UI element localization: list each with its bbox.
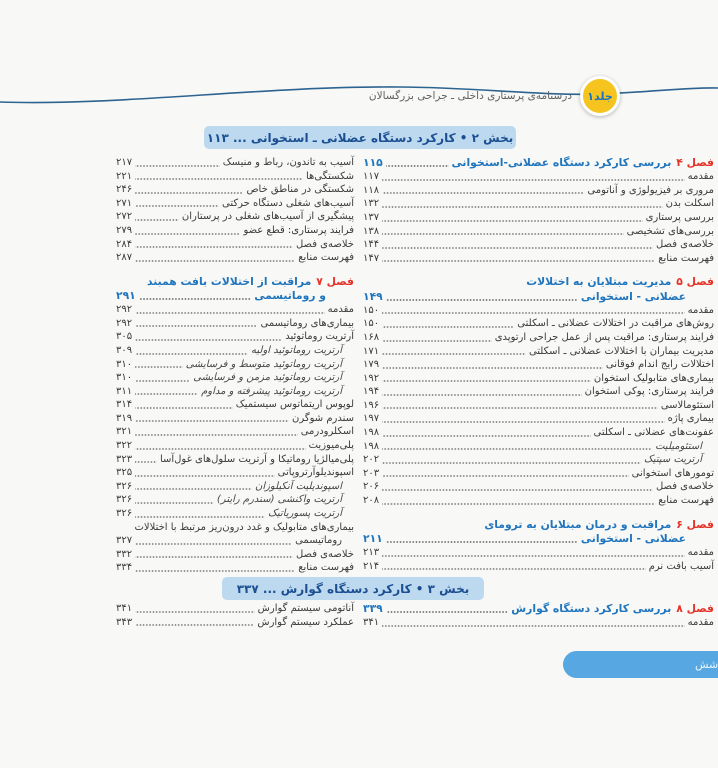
- entry-page-number: ۲۰۲: [363, 454, 380, 466]
- entry-page-number: ۱۹۸: [363, 440, 380, 452]
- dot-leader: [382, 503, 655, 505]
- chapter-heading: [363, 518, 714, 532]
- entry-label: عفونت‌های عضلانی ـ اسکلتی: [593, 427, 714, 439]
- entry-page-number: ۲۰۸: [363, 495, 380, 507]
- toc-entry: [116, 317, 354, 331]
- entry-page-number: ۱۳۲: [363, 198, 380, 210]
- toc-entry: [116, 602, 354, 616]
- toc-entry: [363, 170, 714, 184]
- entry-label: آرتریت سپتیک: [643, 454, 702, 466]
- chapter-title: بررسی کارکرد دستگاه عضلانی-استخوانی: [451, 156, 672, 169]
- chapter-number-label: فصل ۴: [676, 156, 714, 169]
- entry-label: سندرم شوگرن: [291, 412, 354, 424]
- entry-label: اسپوندیلیت آنکیلوزان: [254, 480, 342, 492]
- dot-leader: [382, 247, 653, 249]
- toc-column-right: [363, 156, 714, 573]
- entry-page-number: ۲۹۲: [116, 317, 133, 329]
- entry-label: عملکرد سیستم گوارش: [257, 616, 354, 628]
- entry-page-number: ۱۷۱: [363, 345, 380, 357]
- dot-leader: [382, 260, 655, 262]
- entry-label: بیماری پاژه: [667, 413, 714, 425]
- toc-entry: [363, 304, 714, 318]
- entry-page-number: ۳۲۶: [116, 508, 133, 520]
- dot-leader: [386, 299, 578, 301]
- toc-entry: [363, 252, 714, 266]
- page-number-badge: [563, 651, 718, 678]
- entry-page-number: ۱۳۸: [363, 225, 380, 237]
- dot-leader: [135, 543, 292, 545]
- toc-entry: [116, 197, 354, 211]
- entry-label: فهرست منابع: [658, 495, 714, 507]
- entry-label: اسکلت بدن: [665, 198, 714, 210]
- entry-label: بیماری‌های متابولیک و غدد درون‌ریز مرتبط با اختلالات: [134, 521, 354, 533]
- entry-label: آرتریت واکنشی (سندرم رایتر): [216, 494, 342, 506]
- entry-page-number: ۲۱۴: [363, 560, 380, 572]
- entry-label: مقدمه: [327, 304, 354, 316]
- dot-leader: [135, 611, 255, 613]
- entry-page-number: ۱۶۸: [363, 331, 380, 343]
- dot-leader: [135, 570, 295, 572]
- toc-gap: [116, 265, 354, 275]
- entry-label: خلاصه‌ی فصل: [655, 481, 714, 493]
- dot-leader: [135, 339, 282, 341]
- section-header-part3: بخش ۳ • کارکرد دستگاه گوارش ... ۳۳۷: [222, 577, 484, 600]
- toc-entry: [116, 507, 354, 521]
- toc-column-left: [116, 156, 354, 575]
- chapter-number-label: فصل ۶: [676, 517, 714, 531]
- dot-leader: [382, 233, 624, 235]
- chapter-page-number: ۲۱۱: [363, 531, 383, 545]
- dot-leader: [135, 178, 303, 180]
- chapter-number-label: فصل ۸: [676, 602, 714, 615]
- entry-label: مقدمه: [687, 304, 714, 316]
- dot-leader: [135, 516, 265, 518]
- entry-page-number: ۱۹۶: [363, 399, 380, 411]
- chapter-title: مدیریت مبتلایان به اختلالات: [526, 275, 672, 289]
- toc-entry: [116, 412, 354, 426]
- chapter-heading: [363, 602, 714, 616]
- entry-label: بررسی‌های تشخیصی: [626, 225, 714, 237]
- volume-badge: [580, 76, 620, 116]
- toc-entry: [363, 560, 714, 574]
- entry-label: آرتریت روماتوئید مزمن و فرسایشی: [193, 372, 342, 384]
- entry-page-number: ۳۲۲: [116, 440, 133, 452]
- entry-page-number: ۳۴۱: [363, 617, 380, 629]
- dot-leader: [135, 475, 275, 477]
- dot-leader: [135, 312, 324, 314]
- entry-label: آرتریت روماتوئید متوسط و فرسایشی: [185, 358, 342, 370]
- entry-label: اسپوندیلوآرتروپاتی: [277, 467, 354, 479]
- dot-leader: [135, 246, 293, 248]
- toc-entry: [116, 398, 354, 412]
- toc-entry: [116, 224, 354, 238]
- entry-page-number: ۲۱۳: [363, 547, 380, 558]
- toc-entry: [116, 493, 354, 507]
- entry-page-number: ۳۲۶: [116, 494, 133, 506]
- dot-leader: [382, 555, 684, 557]
- toc-entry: [363, 467, 714, 481]
- entry-page-number: ۲۸۷: [116, 252, 133, 264]
- toc-entry: [363, 358, 714, 372]
- book-title: درسنامه‌ی پرستاری داخلی ـ جراحی بزرگسالان: [368, 90, 572, 102]
- entry-page-number: ۱۴۴: [363, 239, 380, 251]
- dot-leader: [135, 393, 198, 395]
- section-header-part2: بخش ۲ • کارکرد دستگاه عضلانی ـ استخوانی ... ۱۱۳: [204, 126, 516, 149]
- toc-entry: [363, 331, 714, 345]
- entry-page-number: ۳۱۴: [116, 399, 133, 411]
- dot-leader: [382, 475, 629, 477]
- toc-entry: [116, 371, 354, 385]
- entry-label: بیماری‌های متابولیک استخوان: [593, 372, 714, 384]
- entry-page-number: ۳۱۱: [116, 385, 133, 397]
- toc-entry: [116, 616, 354, 630]
- dot-leader: [382, 568, 646, 570]
- dot-leader: [135, 219, 179, 221]
- dot-leader: [382, 326, 514, 328]
- entry-label: اختلالات رایج اندام فوقانی: [605, 359, 714, 371]
- dot-leader: [135, 205, 219, 207]
- toc-gap: [363, 508, 714, 518]
- entry-label: تومورهای استخوانی: [631, 467, 714, 479]
- chapter-heading: [363, 275, 714, 289]
- entry-label: پلی‌میوزیت: [308, 440, 354, 452]
- toc-entry: [116, 303, 354, 317]
- entry-label: مقدمه: [687, 547, 714, 558]
- entry-label: شکستگی در مناطق خاص: [246, 184, 354, 196]
- entry-label: پلی‌میالژیا روماتیکا و آرتریت سلول‌های غول‌آسا: [159, 453, 354, 465]
- entry-label: مقدمه: [687, 617, 714, 629]
- toc-entry: [116, 251, 354, 265]
- entry-label: فهرست منابع: [658, 252, 714, 264]
- toc-entry: [363, 385, 714, 399]
- entry-label: روش‌های مراقبت در اختلالات عضلانی ـ اسکلتی: [517, 318, 714, 330]
- chapter-heading: [363, 156, 714, 170]
- entry-page-number: ۲۲۱: [116, 170, 133, 182]
- entry-page-number: ۲۷۲: [116, 211, 133, 223]
- toc-entry: [116, 466, 354, 480]
- volume-badge-label: جلد۱: [587, 89, 613, 103]
- toc-entry: [116, 358, 354, 372]
- dot-leader: [135, 461, 157, 463]
- chapter-title-continued: عضلانی - استخوانی: [580, 289, 686, 303]
- dot-leader: [382, 448, 652, 450]
- chapter-title: مراقبت و درمان مبتلایان به ترومای: [484, 517, 672, 531]
- dot-leader: [382, 394, 581, 396]
- toc-entry: [116, 439, 354, 453]
- toc-entry: [363, 399, 714, 413]
- entry-page-number: ۱۱۷: [363, 171, 380, 183]
- toc-entry: [116, 548, 354, 562]
- toc-column-bottom-right: [363, 602, 714, 630]
- entry-label: فهرست منابع: [298, 252, 354, 264]
- chapter-number-label: فصل ۵: [676, 275, 714, 289]
- toc-entry-wrapped: [116, 521, 354, 535]
- dot-leader: [135, 233, 240, 235]
- toc-entry: [363, 211, 714, 225]
- dot-leader: [135, 165, 220, 167]
- entry-label: مروری بر فیزیولوژی و آناتومی: [587, 184, 714, 196]
- dot-leader: [135, 556, 293, 558]
- dot-leader: [135, 434, 298, 436]
- entry-page-number: ۳۳۲: [116, 548, 133, 560]
- entry-page-number: ۳۲۱: [116, 426, 133, 438]
- dot-leader: [135, 448, 305, 450]
- dot-leader: [386, 165, 449, 167]
- toc-entry: [116, 425, 354, 439]
- toc-entry: [116, 183, 354, 197]
- entry-label: مقدمه: [687, 171, 714, 183]
- dot-leader: [135, 420, 289, 422]
- entry-page-number: ۲۷۹: [116, 224, 133, 236]
- toc-entry: [116, 170, 354, 184]
- entry-page-number: ۱۴۷: [363, 252, 380, 264]
- entry-label: آناتومی سیستم گوارش: [257, 603, 354, 614]
- toc-entry: [116, 156, 354, 170]
- toc-entry: [363, 197, 714, 211]
- entry-label: آرتریت روماتوئید اولیه: [251, 344, 342, 356]
- entry-label: آسیب‌های شغلی دستگاه حرکتی: [222, 197, 354, 209]
- chapter-title: مراقبت از اختلالات بافت همبند: [146, 274, 312, 288]
- dot-leader: [382, 312, 684, 314]
- entry-page-number: ۳۲۶: [116, 480, 133, 492]
- entry-page-number: ۲۹۲: [116, 304, 133, 316]
- entry-label: لوپوس اریتماتوس سیستمیک: [235, 399, 354, 411]
- entry-page-number: ۳۲۷: [116, 535, 133, 547]
- dot-leader: [135, 502, 214, 504]
- toc-entry: [363, 453, 714, 467]
- toc-entry: [363, 412, 714, 426]
- toc-entry: [363, 494, 714, 508]
- chapter-heading-line2: [363, 290, 714, 304]
- entry-label: خلاصه‌ی فصل: [295, 548, 354, 560]
- entry-page-number: ۳۱۰: [116, 372, 133, 384]
- chapter-heading-line2: [363, 532, 714, 546]
- entry-label: فرایند پرستاری: مراقبت پس از عمل جراحی ارتوپدی: [494, 331, 714, 343]
- dot-leader: [382, 353, 526, 355]
- entry-page-number: ۱۷۹: [363, 359, 380, 371]
- toc-entry: [363, 426, 714, 440]
- toc-column-bottom-left: [116, 602, 354, 629]
- toc-entry: [363, 616, 714, 630]
- toc-entry: [363, 317, 714, 331]
- toc-entry: [363, 372, 714, 386]
- toc-entry: [116, 561, 354, 575]
- chapter-title-continued: و روماتیسمی: [254, 288, 326, 302]
- dot-leader: [135, 488, 252, 490]
- toc-entry: [363, 345, 714, 359]
- dot-leader: [382, 421, 665, 423]
- chapter-heading: [116, 275, 354, 289]
- entry-label: استئومالاسی: [660, 399, 714, 411]
- entry-label: بیماری‌های روماتیسمی: [260, 317, 354, 329]
- entry-page-number: ۳۰۵: [116, 331, 133, 343]
- toc-entry: [116, 344, 354, 358]
- entry-label: فهرست منابع: [298, 562, 354, 574]
- entry-page-number: ۳۱۹: [116, 412, 133, 424]
- entry-page-number: ۲۴۶: [116, 184, 133, 196]
- dot-leader: [135, 325, 257, 327]
- chapter-title: بررسی کارکرد دستگاه گوارش: [511, 602, 672, 615]
- toc-entry: [116, 453, 354, 467]
- toc-entry: [363, 184, 714, 198]
- entry-page-number: ۳۳۴: [116, 562, 133, 574]
- dot-leader: [382, 192, 584, 194]
- toc-entry: [116, 330, 354, 344]
- dot-leader: [382, 367, 603, 369]
- chapter-page-number: ۱۱۵: [363, 156, 383, 169]
- entry-page-number: ۱۹۷: [363, 413, 380, 425]
- dot-leader: [382, 220, 642, 222]
- entry-label: فرایند پرستاری: پوکی استخوان: [584, 386, 714, 398]
- dot-leader: [135, 407, 233, 409]
- toc-entry: [116, 480, 354, 494]
- entry-label: شکستگی‌ها: [305, 170, 354, 182]
- entry-label: آرتریت روماتوئید: [285, 331, 354, 343]
- entry-label: آسیب به تاندون، رباط و منیسک: [222, 157, 354, 168]
- dot-leader: [382, 462, 641, 464]
- entry-page-number: ۳۴۳: [116, 616, 133, 628]
- entry-page-number: ۲۷۱: [116, 197, 133, 209]
- chapter-page-number: ۲۹۱: [116, 288, 136, 302]
- entry-label: خلاصه‌ی فصل: [295, 238, 354, 250]
- entry-page-number: ۳۰۹: [116, 344, 133, 356]
- entry-page-number: ۱۳۷: [363, 211, 380, 223]
- entry-page-number: ۱۵۰: [363, 318, 380, 330]
- toc-entry: [363, 440, 714, 454]
- entry-page-number: ۲۰۳: [363, 467, 380, 479]
- dot-leader: [382, 380, 591, 382]
- dot-leader: [382, 625, 684, 627]
- entry-label: روماتیسمی: [295, 535, 342, 547]
- toc-entry: [363, 238, 714, 252]
- entry-label: اسکلرودرمی: [300, 426, 354, 438]
- toc-entry: [116, 534, 354, 548]
- dot-leader: [382, 489, 653, 491]
- chapter-page-number: ۱۴۹: [363, 289, 383, 303]
- entry-page-number: ۱۱۸: [363, 184, 380, 196]
- toc-entry: [363, 225, 714, 239]
- dot-leader: [382, 179, 684, 181]
- dot-leader: [382, 435, 590, 437]
- dot-leader: [386, 611, 508, 613]
- dot-leader: [135, 366, 183, 368]
- entry-page-number: ۱۹۲: [363, 372, 380, 384]
- dot-leader: [135, 624, 254, 626]
- toc-gap: [363, 265, 714, 275]
- entry-page-number: ۲۱۷: [116, 157, 133, 168]
- entry-label: آرتریت روماتوئید پیشرفته و مداوم: [201, 385, 342, 397]
- dot-leader: [139, 298, 251, 300]
- toc-entry: [116, 385, 354, 399]
- entry-label: فرایند پرستاری: قطع عضو: [243, 224, 354, 236]
- dot-leader: [135, 192, 243, 194]
- entry-page-number: ۲۰۶: [363, 481, 380, 493]
- entry-page-number: ۱۹۴: [363, 386, 380, 398]
- entry-page-number: ۱۵۰: [363, 304, 380, 316]
- entry-page-number: ۲۸۴: [116, 238, 133, 250]
- entry-label: آسیب بافت نرم: [648, 560, 714, 572]
- entry-label: بررسی پرستاری: [645, 211, 714, 223]
- chapter-title-continued: عضلانی - استخوانی: [580, 531, 686, 545]
- dot-leader: [382, 407, 658, 409]
- toc-entry: [363, 546, 714, 560]
- toc-entry: [363, 480, 714, 494]
- entry-label: مدیریت بیماران با اختلالات عضلانی ـ اسکلتی: [528, 345, 714, 357]
- chapter-page-number: ۳۳۹: [363, 602, 383, 615]
- dot-leader: [386, 541, 578, 543]
- entry-label: خلاصه‌ی فصل: [655, 239, 714, 251]
- dot-leader: [382, 206, 663, 208]
- chapter-heading-line2: [116, 289, 354, 303]
- toc-entry: [116, 210, 354, 224]
- chapter-number-label: فصل ۷: [316, 274, 354, 288]
- entry-page-number: ۳۲۵: [116, 467, 133, 479]
- dot-leader: [382, 340, 492, 342]
- entry-label: استئومیلیت: [655, 440, 702, 452]
- entry-page-number: ۳۲۳: [116, 453, 133, 465]
- entry-label: آرتریت پسوریاتیک: [268, 508, 342, 520]
- page-number-label: شش: [695, 658, 718, 671]
- dot-leader: [135, 260, 295, 262]
- dot-leader: [135, 353, 248, 355]
- dot-leader: [135, 380, 190, 382]
- entry-page-number: ۳۴۱: [116, 603, 133, 614]
- toc-entry: [116, 238, 354, 252]
- entry-label: پیشگیری از آسیب‌های شغلی در پرستاران: [181, 211, 354, 223]
- entry-page-number: ۳۱۰: [116, 358, 133, 370]
- entry-page-number: ۱۹۸: [363, 427, 380, 439]
